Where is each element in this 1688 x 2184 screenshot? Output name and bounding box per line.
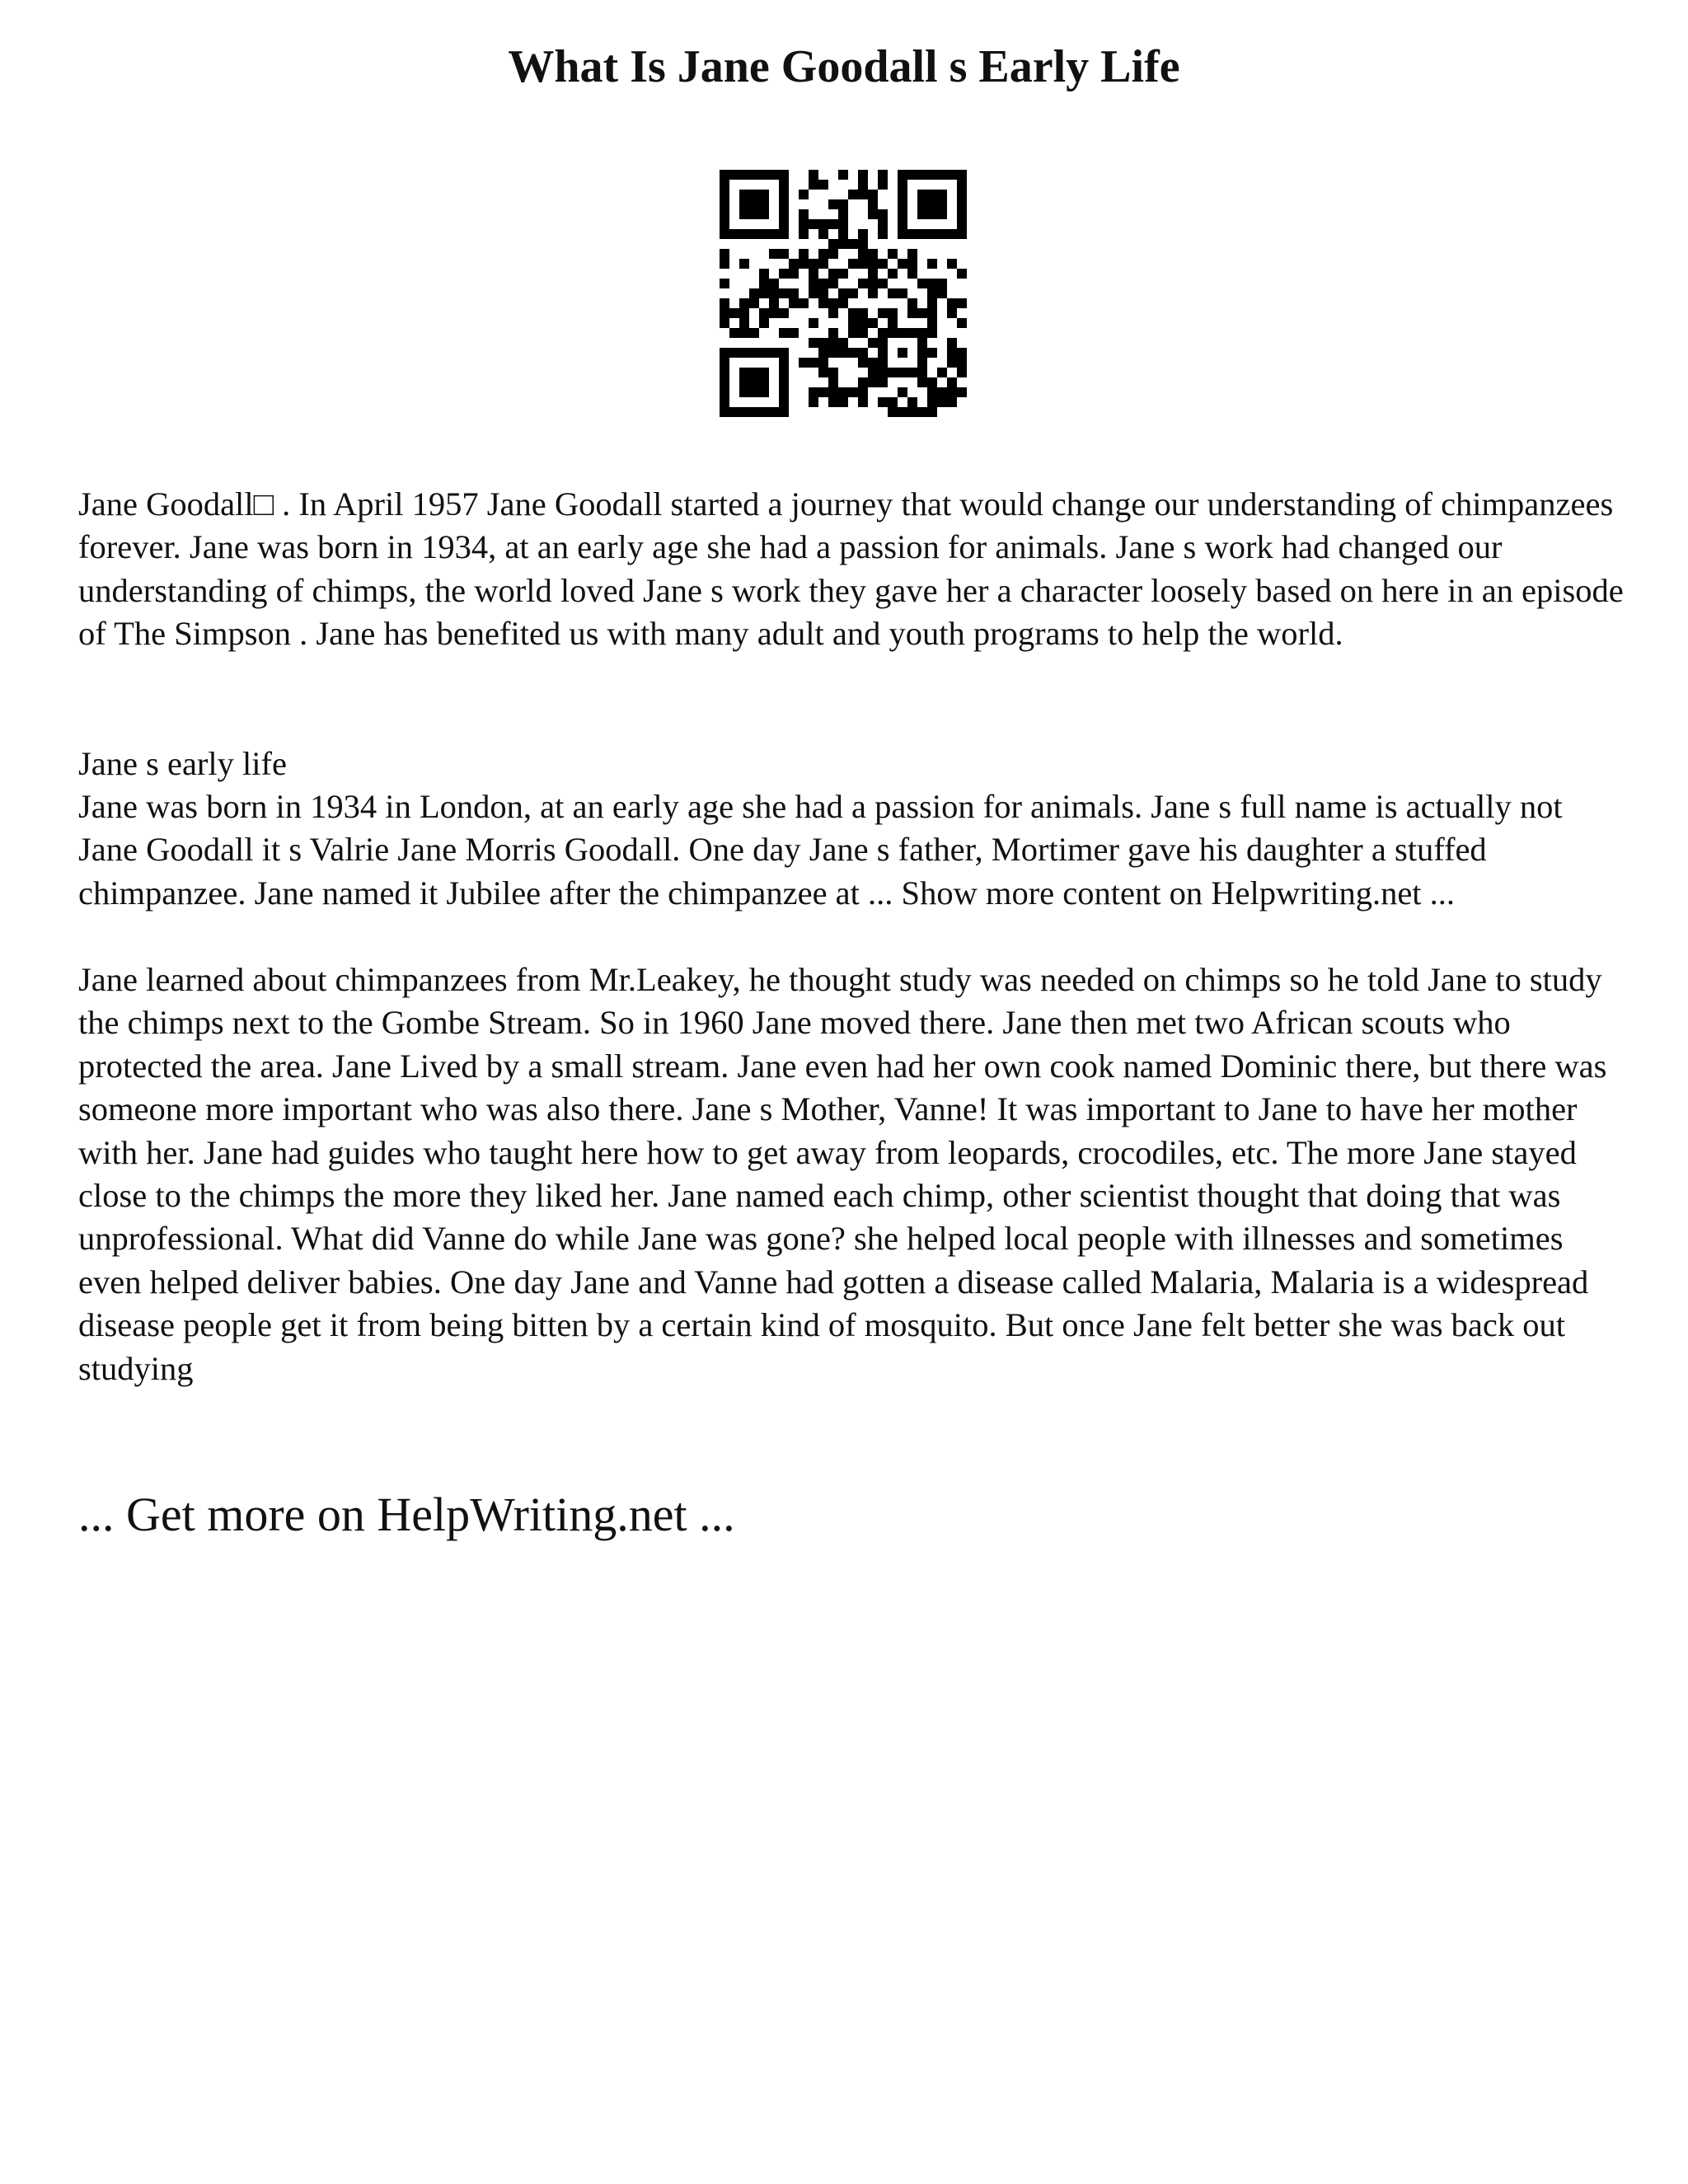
get-more-link[interactable]: ... Get more on HelpWriting.net ... xyxy=(78,1488,735,1541)
leakey-paragraph: Jane learned about chimpanzees from Mr.Leakey, he thought study was needed on chimps so he told Jane to study the chimps next to the Gombe Stream. So in 1960 Jane moved there. Jane then met two African scouts who protected the area. Jane Lived by a small stream. Jane even had her own cook named Dominic there, but there was someone more important who was also there. Jane s Mother, Vanne! It was important to Jane to have her mother with her. Jane had guides who taught here how to get away from leopards, crocodiles, etc. The more Jane stayed close to the chimps the more they liked her. Jane named each chimp, other scientist thought that doing that was unprofessional. What did Vanne do while Jane was gone? she helped local people with illnesses and sometimes even helped deliver babies. One day Jane and Vanne had gotten a disease called Malaria, Malaria is a widespread disease people get it from being bitten by a certain kind of mosquito. But once Jane felt better she was back out studying xyxy=(78,961,1607,1387)
early-life-paragraph: Jane was born in 1934 in London, at an early age she had a passion for animals. Jane s full name is actually not Jane Goodall it s Valrie Jane Morris Goodall. One day Jane s father, Mortimer gave his daughter a stuffed chimpanzee. Jane named it Jubilee after the chimpanzee at ... Show more content on Helpwriting.net ... xyxy=(78,788,1563,912)
intro-paragraph: Jane Goodall□ . In April 1957 Jane Goodall started a journey that would change our understanding of chimpanzees forever. Jane was born in 1934, at an early age she had a passion for animals. Jane s work had changed our understanding of chimps, the world loved Jane s work they gave her a character loosely based on here in an episode of The Simpson . Jane has benefited us with many adult and youth programs to help the world. xyxy=(78,485,1624,653)
section-heading: Jane s early life xyxy=(78,745,288,782)
qr-code-icon xyxy=(720,170,967,417)
page-title: What Is Jane Goodall s Early Life xyxy=(508,41,1180,92)
qr-code-graphic xyxy=(720,170,967,417)
